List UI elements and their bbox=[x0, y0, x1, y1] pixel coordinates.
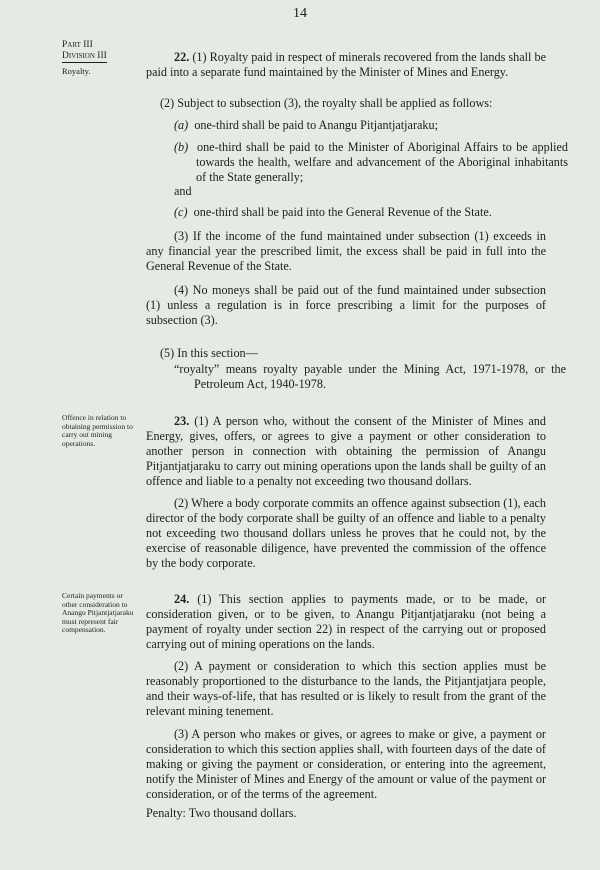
section-22-item-c bbox=[174, 205, 568, 220]
topic-label: Royalty. bbox=[62, 66, 91, 76]
section-22-subsection-4: (4) No moneys shall be paid out of the fund maintained under subsection (1) unless a regulation is in force prescribing a limit for the purposes of subsection (3). bbox=[146, 283, 546, 327]
section-24-subsection-1 bbox=[146, 592, 546, 652]
section-22-subsection-5-intro: (5) In this section— bbox=[160, 346, 258, 360]
section-24-number: 24. bbox=[174, 592, 190, 606]
item-c-text: one-third shall be paid into the General Revenue of the State. bbox=[193, 205, 492, 219]
section-22-item-a bbox=[174, 118, 568, 133]
item-b-label: (b) bbox=[174, 140, 189, 154]
margin-note-section-23: Offence in relation to obtaining permission to carry out mining operations. bbox=[62, 413, 133, 448]
section-24-subsection-3: (3) A person who makes or gives, or agrees to make or give, a payment or consideration to which this section applies shall, with fourteen days of the date of making or giving the payment or consideration, or entering into the agreement, notify the Minister of Mines and Energy of the amount or value of the payment or consideration, or of the terms of the agreement. bbox=[146, 727, 546, 801]
section-23-subsection-2: (2) Where a body corporate commits an offence against subsection (1), each director of the body corporate shall be guilty of an offence and liable to a penalty not exceeding two thousand dollars unless he proves that he could not, by the exercise of reasonable diligence, have prevented the commission of the offence by the body corporate. bbox=[146, 496, 546, 570]
section-24-penalty: Penalty: Two thousand dollars. bbox=[146, 806, 297, 820]
section-23-number: 23. bbox=[174, 414, 190, 428]
section-22-and: and bbox=[174, 184, 192, 198]
division-label: Division III bbox=[62, 51, 107, 61]
section-22-number: 22. bbox=[174, 50, 190, 64]
section-23-subsection-1 bbox=[146, 414, 546, 489]
section-22-item-b bbox=[174, 140, 568, 185]
section-24-subsection-1-text: (1) This section applies to payments made, or to be made, or consideration given, or to be given, to Anangu Pitjantjatjaraku (not being a payment of royalty under section 22) in respect of the carrying out or proposed carrying out of mining operations on the lands. bbox=[146, 592, 547, 651]
section-22-subsection-1 bbox=[146, 50, 546, 80]
item-b-text: one-third shall be paid to the Minister of Aboriginal Affairs to be applied towards the health, welfare and advancement of the Aboriginal inhabitants of the State generally; bbox=[196, 140, 569, 184]
section-22-subsection-2-intro: (2) Subject to subsection (3), the royalty shall be applied as follows: bbox=[160, 96, 493, 110]
item-a-label: (a) bbox=[174, 118, 189, 132]
section-22-definition-royalty: “royalty” means royalty payable under the Mining Act, 1971-1978, or the Petroleum Act, 1940-1978. bbox=[174, 362, 566, 391]
section-22-subsection-1-text: (1) Royalty paid in respect of minerals recovered from the lands shall be paid into a separate fund maintained by the Minister of Mines and Energy. bbox=[146, 50, 546, 79]
section-24-subsection-2: (2) A payment or consideration to which this section applies must be reasonably proportioned to the disturbance to the lands, the Pitjantjatjara people, and their ways-of-life, that has resulted or is likely to result from the grant of the relevant mining tenement. bbox=[146, 659, 546, 718]
item-c-label: (c) bbox=[174, 205, 188, 219]
item-a-text: one-third shall be paid to Anangu Pitjantjatjaraku; bbox=[194, 118, 439, 132]
page-number: 14 bbox=[293, 6, 307, 21]
part-label: Part III bbox=[62, 40, 93, 50]
margin-heading bbox=[62, 40, 140, 76]
section-23-subsection-1-text: (1) A person who, without the consent of the Minister of Mines and Energy, gives, offers, or agrees to give a payment or other consideration to another person in connection with obtaining the permission of Anangu Pitjantjatjaraku to carry out mining operations upon the lands shall be guilty of an offence and liable to a penalty not exceeding two thousand dollars. bbox=[146, 414, 546, 488]
section-22-subsection-3: (3) If the income of the fund maintained under subsection (1) exceeds in any financial year the prescribed limit, the excess shall be paid in full into the General Revenue of the State. bbox=[146, 229, 546, 273]
margin-note-section-24: Certain payments or other consideration to Anangu Pitjantjatjaraku must represent fair compensation. bbox=[62, 591, 134, 635]
